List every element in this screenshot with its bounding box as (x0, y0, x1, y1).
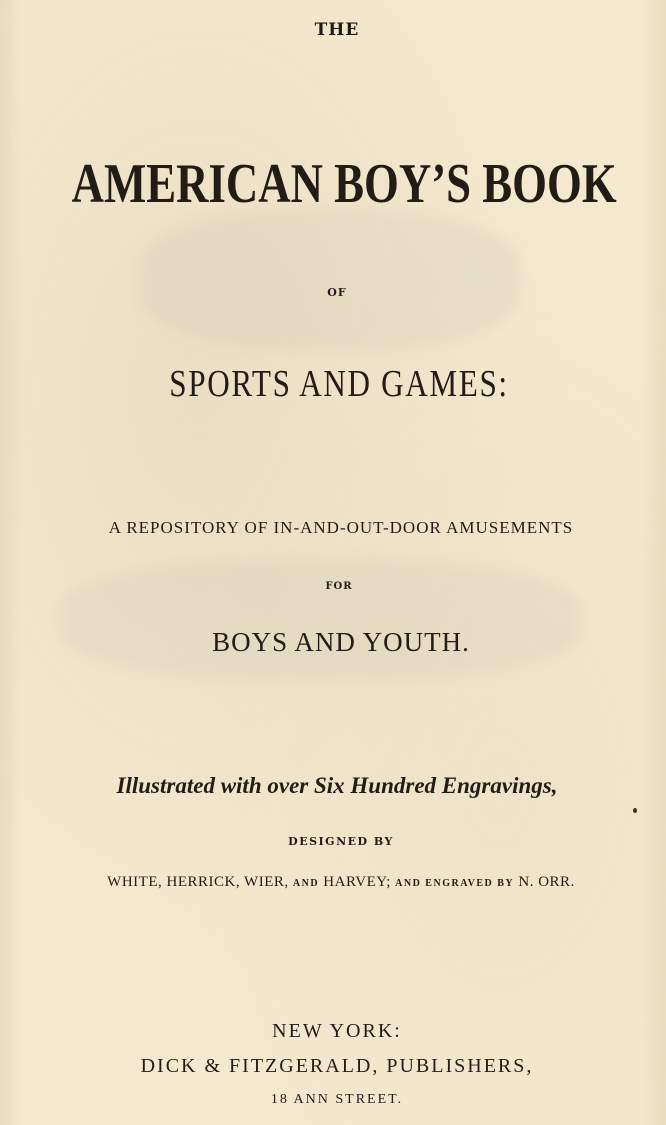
imprint-street: 18 ANN STREET. (270, 1092, 404, 1107)
artists-and: AND (292, 878, 320, 889)
show-through-stain (140, 210, 520, 350)
imprint-publisher: DICK & FITZGERALD, PUBLISHERS, (140, 1055, 534, 1077)
artist-harvey: HARVEY; (323, 874, 391, 890)
book-title: AMERICAN BOY’S BOOK (71, 153, 617, 215)
book-subtitle: SPORTS AND GAMES: (169, 363, 509, 405)
engraver-name: N. ORR. (518, 874, 575, 890)
illustration-note: Illustrated with over Six Hundred Engravings, (116, 773, 558, 798)
engraved-by-label: AND ENGRAVED BY (395, 878, 515, 889)
imprint-city: NEW YORK: (272, 1020, 402, 1042)
artist-names: WHITE, HERRICK, WIER, (107, 874, 289, 890)
audience-line: BOYS AND YOUTH. (212, 627, 470, 657)
artists-line (8, 874, 666, 891)
designed-by-label: DESIGNED BY (288, 835, 394, 848)
show-through-stain (60, 560, 580, 680)
for-line: FOR (325, 581, 353, 592)
title-of: OF (327, 286, 347, 299)
title-prefix: THE (314, 20, 360, 40)
description-line: A REPOSITORY OF IN-AND-OUT-DOOR AMUSEMENTS (108, 518, 574, 537)
ink-speck (633, 808, 637, 813)
